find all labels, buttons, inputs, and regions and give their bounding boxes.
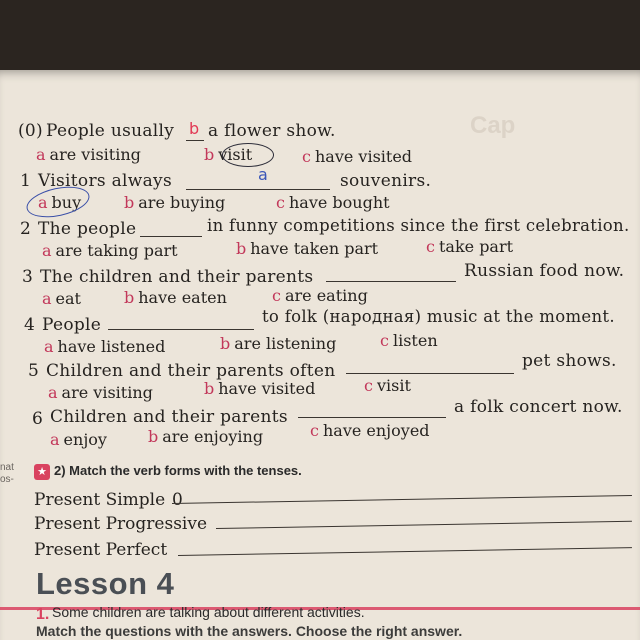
item-text-before: People: [42, 315, 102, 335]
tense-label: Present Perfect: [34, 540, 168, 560]
item-number: 2: [20, 219, 32, 239]
option-c[interactable]: c take part: [426, 237, 514, 256]
item-text-after: pet shows.: [522, 351, 617, 371]
margin-fragment: os-: [0, 474, 14, 485]
option-c[interactable]: c are eating: [272, 286, 368, 305]
option-a[interactable]: a are visiting: [48, 383, 153, 402]
item-text-before: Children and their parents: [50, 407, 288, 427]
option-a[interactable]: a enjoy: [50, 430, 107, 449]
option-c[interactable]: c have enjoyed: [310, 421, 430, 440]
answer-blank[interactable]: [108, 329, 254, 330]
option-c[interactable]: c have bought: [276, 193, 390, 212]
item-number: 5: [28, 361, 40, 381]
item-number: 6: [32, 409, 44, 429]
item-number: 3: [22, 267, 34, 287]
option-a[interactable]: a have listened: [44, 337, 166, 356]
option-a[interactable]: a are taking part: [42, 241, 178, 260]
item-number: (0): [18, 121, 43, 141]
item-text-after: to folk (народная) music at the moment.: [262, 307, 615, 326]
item-text-before: The people: [38, 219, 137, 239]
item-text-after: souvenirs.: [340, 171, 432, 191]
option-b[interactable]: b have taken part: [236, 239, 379, 258]
item-number: 4: [24, 315, 36, 335]
tense-label: Present Progressive: [34, 514, 208, 534]
option-a[interactable]: a buy: [38, 193, 82, 212]
tense-label: Present Simple: [34, 490, 166, 510]
answer-blank[interactable]: [140, 236, 202, 237]
watermark-heading: Cap: [470, 112, 516, 139]
option-b[interactable]: b have visited: [204, 379, 316, 398]
option-a[interactable]: a are visiting: [36, 145, 141, 164]
exercise-2-title: 2) Match the verb forms with the tenses.: [54, 463, 302, 478]
answer-blank[interactable]: [186, 140, 204, 141]
lesson-title: Lesson 4: [36, 566, 175, 601]
item-number: 1: [20, 171, 32, 191]
option-b[interactable]: b visit: [204, 145, 253, 164]
answer-blank[interactable]: [298, 417, 446, 418]
tense-answer: 0: [172, 490, 183, 510]
option-c[interactable]: c visit: [364, 376, 411, 395]
lesson-exercise-text: Some children are talking about different activities.: [52, 604, 365, 620]
handwritten-answer: a: [258, 165, 268, 184]
item-text-before: People usually: [46, 121, 175, 141]
handwritten-answer: b: [189, 119, 200, 138]
margin-fragment: nat: [0, 462, 14, 473]
answer-blank[interactable]: [346, 373, 514, 374]
item-text-after: a folk concert now.: [454, 397, 623, 417]
option-c[interactable]: c have visited: [302, 147, 413, 166]
answer-blank[interactable]: [326, 281, 456, 282]
lesson-exercise-number: 1.: [36, 606, 50, 623]
item-text-before: Visitors always: [38, 171, 172, 191]
lesson-exercise-instruction: Match the questions with the answers. Choose the right answer.: [36, 623, 463, 639]
option-b[interactable]: b have eaten: [124, 288, 227, 307]
item-text-after: in funny competitions since the first celebration.: [207, 216, 630, 235]
answer-blank[interactable]: [186, 189, 330, 190]
option-b[interactable]: b are enjoying: [148, 427, 264, 446]
option-a[interactable]: a eat: [42, 289, 81, 308]
option-b[interactable]: b are buying: [124, 193, 226, 212]
item-text-before: Children and their parents often: [46, 361, 336, 381]
answer-circle: [222, 143, 274, 167]
star-icon: ★: [34, 464, 50, 480]
item-text-before: The children and their parents: [40, 267, 314, 287]
item-text-after: Russian food now.: [464, 261, 625, 281]
option-b[interactable]: b are listening: [220, 334, 337, 353]
item-text-after: a flower show.: [208, 121, 336, 141]
option-c[interactable]: c listen: [380, 331, 438, 350]
